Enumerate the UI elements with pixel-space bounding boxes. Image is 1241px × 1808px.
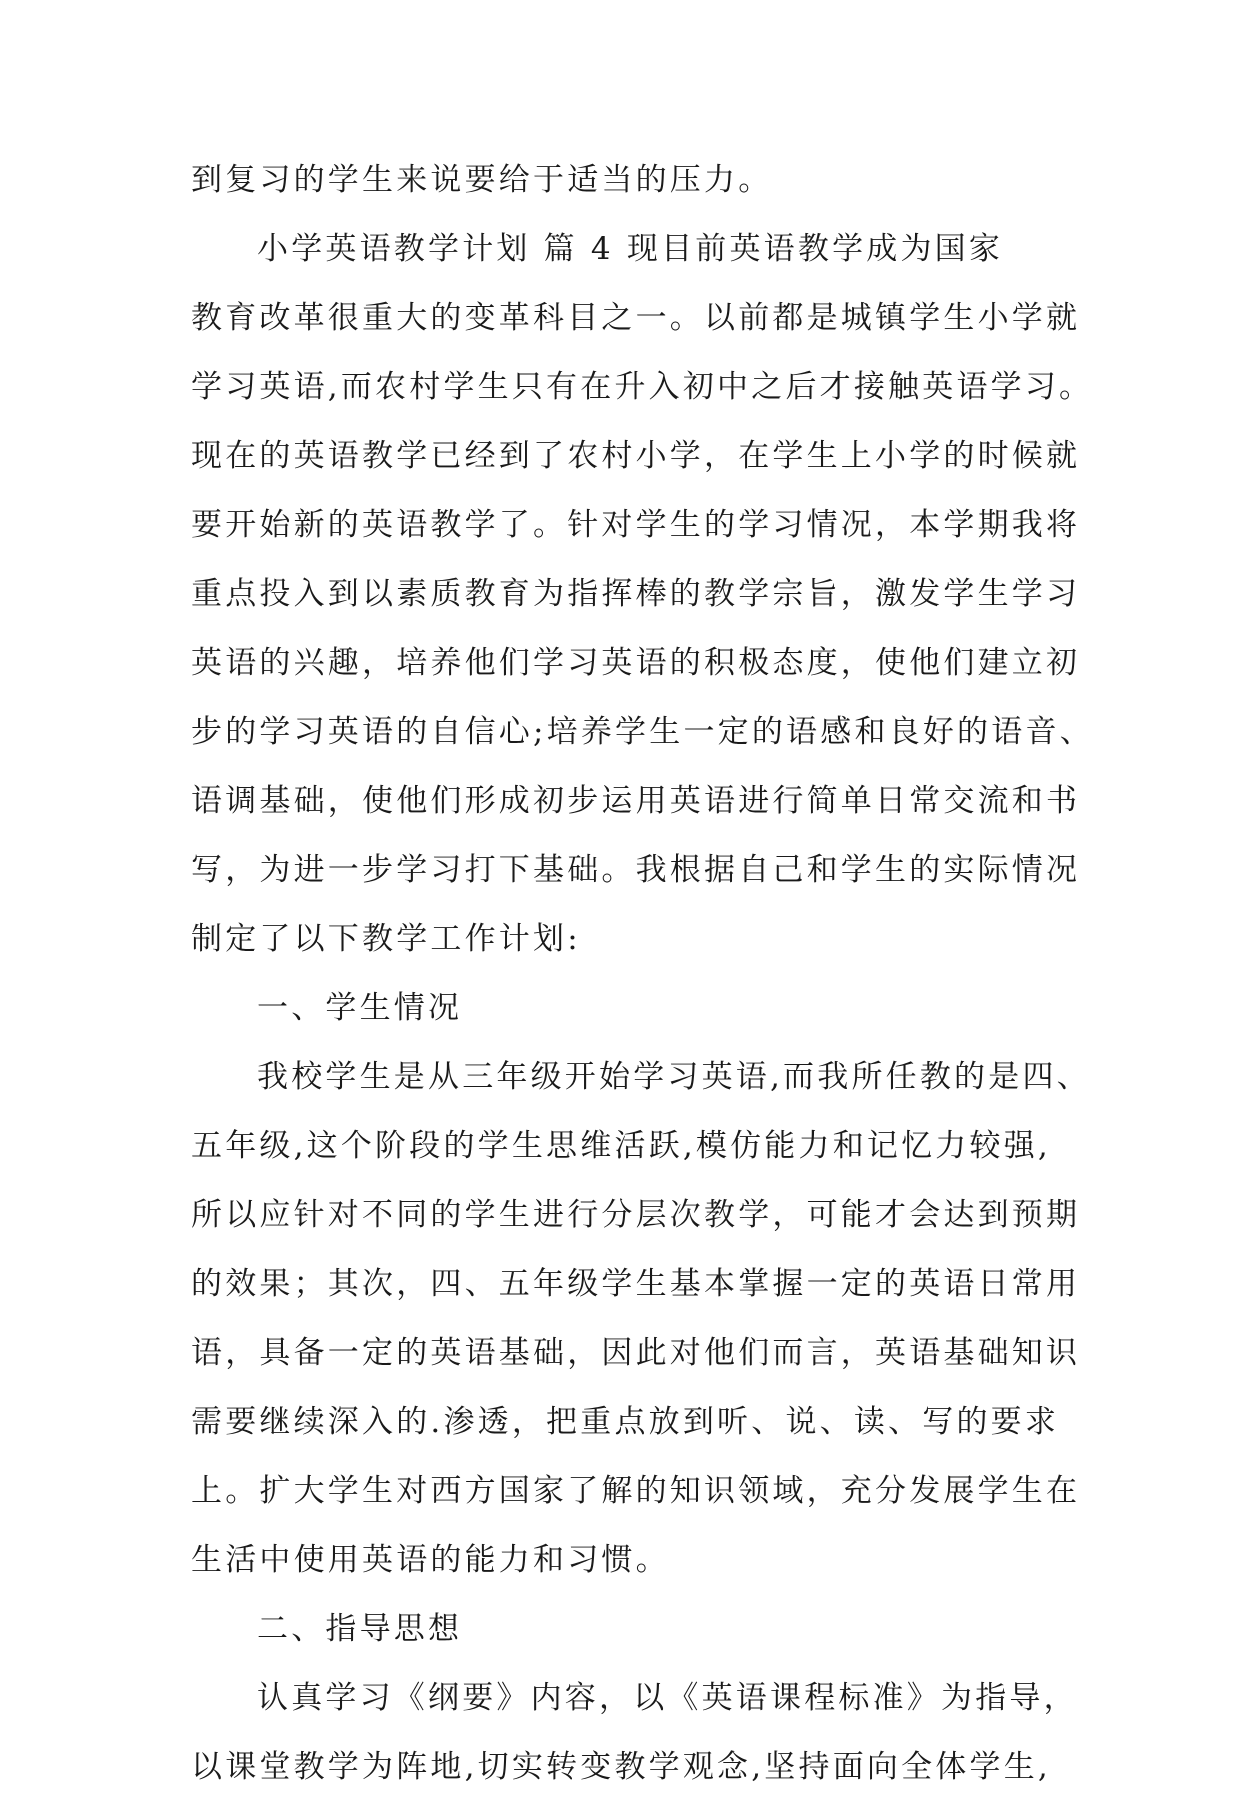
text-line: 我校学生是从三年级开始学习英语,而我所任教的是四、 xyxy=(257,1059,1091,1095)
text-line: 需要继续深入的.渗透，把重点放到听、说、读、写的要求 xyxy=(191,1404,1060,1440)
text-line: 认真学习《纲要》内容，以《英语课程标准》为指导， xyxy=(257,1680,1078,1716)
text-line: 上。扩大学生对西方国家了解的知识领域，充分发展学生在 xyxy=(191,1473,1081,1509)
text-line-heading-article: 小学英语教学计划 篇 4 现目前英语教学成为国家 xyxy=(257,231,1004,267)
text-line: 以课堂教学为阵地,切实转变教学观念,坚持面向全体学生, xyxy=(191,1749,1051,1785)
text-line: 所以应针对不同的学生进行分层次教学，可能才会达到预期 xyxy=(191,1197,1081,1233)
section-heading-guiding-ideology: 二、指导思想 xyxy=(257,1611,463,1647)
document-body xyxy=(191,152,1094,1808)
text-line: 现在的英语教学已经到了农村小学，在学生上小学的时候就 xyxy=(191,438,1081,474)
text-line: 生活中使用英语的能力和习惯。 xyxy=(191,1542,670,1578)
text-line: 语调基础，使他们形成初步运用英语进行简单日常交流和书 xyxy=(191,783,1081,819)
text-line: 重点投入到以素质教育为指挥棒的教学宗旨，激发学生学习 xyxy=(191,576,1081,612)
text-line: 写，为进一步学习打下基础。我根据自己和学生的实际情况 xyxy=(191,852,1081,888)
text-line: 学习英语,而农村学生只有在升入初中之后才接触英语学习。 xyxy=(191,369,1094,405)
text-line: 五年级,这个阶段的学生思维活跃,模仿能力和记忆力较强, xyxy=(191,1128,1051,1164)
text-line: 教育改革很重大的变革科目之一。以前都是城镇学生小学就 xyxy=(191,300,1081,336)
text-line: 制定了以下教学工作计划: xyxy=(191,921,581,957)
text-line: 英语的兴趣，培养他们学习英语的积极态度，使他们建立初 xyxy=(191,645,1081,681)
text-line: 到复习的学生来说要给于适当的压力。 xyxy=(191,162,773,198)
text-line: 要开始新的英语教学了。针对学生的学习情况，本学期我将 xyxy=(191,507,1081,543)
text-line: 的效果；其次，四、五年级学生基本掌握一定的英语日常用 xyxy=(191,1266,1081,1302)
text-line: 步的学习英语的自信心;培养学生一定的语感和良好的语音、 xyxy=(191,714,1094,750)
text-line: 语，具备一定的英语基础，因此对他们而言，英语基础知识 xyxy=(191,1335,1081,1371)
section-heading-student-situation: 一、学生情况 xyxy=(257,990,463,1026)
